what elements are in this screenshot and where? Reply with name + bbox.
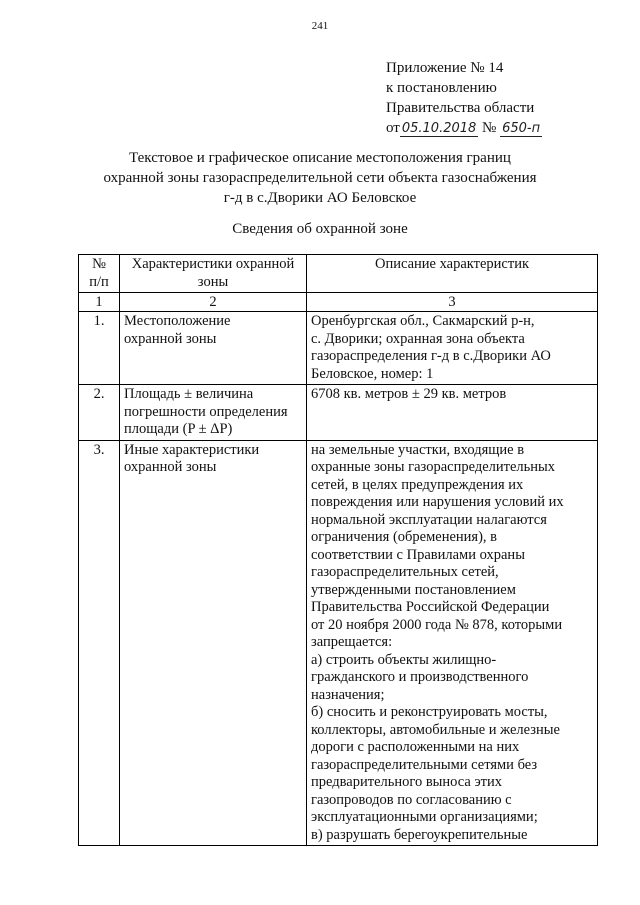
appendix-block <box>386 58 542 138</box>
description-line: Беловское, номер: 1 <box>311 365 434 382</box>
zone-table <box>78 254 598 846</box>
row-number: 2. <box>79 385 120 441</box>
row-description <box>307 312 598 385</box>
header-num <box>79 255 120 293</box>
description-line: соответствии с Правилами охраны <box>311 546 525 563</box>
description-line: от 20 ноября 2000 года № 878, которыми <box>311 616 563 633</box>
row-number: 1. <box>79 312 120 385</box>
description-line: 6708 кв. метров ± 29 кв. метров <box>311 386 507 402</box>
document-title <box>60 148 580 208</box>
characteristic-line: Местоположение <box>124 313 231 329</box>
description-line: нормальной эксплуатации налагаются <box>311 511 547 528</box>
description-line: Правительства Российской Федерации <box>311 599 550 615</box>
description-line: Оренбургская обл., Сакмарский р-н, <box>311 313 535 329</box>
row-description <box>307 385 598 441</box>
header-characteristic-line: Характеристики охранной <box>131 256 295 272</box>
table-row <box>79 312 598 385</box>
appendix-reference: к постановлению <box>386 80 497 96</box>
characteristic-line: Площадь ± величина <box>124 386 254 402</box>
description-line: а) строить объекты жилищно- <box>311 651 497 668</box>
appendix-authority: Правительства области <box>386 100 535 116</box>
column-number: 2 <box>120 293 307 312</box>
date-prefix: от <box>386 120 400 136</box>
description-line: предварительного выноса этих <box>311 774 503 790</box>
description-line: на земельные участки, входящие в <box>311 441 525 458</box>
description-line: запрещается: <box>311 634 393 650</box>
description-line: утвержденными постановлением <box>311 581 516 598</box>
row-characteristic <box>120 312 307 385</box>
header-description: Описание характеристик <box>307 255 598 293</box>
section-title: Сведения об охранной зоне <box>232 221 408 237</box>
description-line: б) сносить и реконструировать мосты, <box>311 704 548 720</box>
table-header-row <box>79 255 598 293</box>
description-line: охранные зоны газораспределительных <box>311 459 556 475</box>
description-line: газораспределительными сетями без <box>311 756 538 773</box>
number-sign: № <box>482 120 497 136</box>
header-characteristic <box>120 255 307 293</box>
handwritten-number: 650-п <box>502 121 541 136</box>
table-row <box>79 440 598 846</box>
characteristic-line: погрешности определения <box>124 403 288 420</box>
characteristic-line: охранной зоны <box>124 459 217 475</box>
description-line: эксплуатационными организациями; <box>311 809 538 825</box>
characteristic-line: Иные характеристики <box>124 441 260 458</box>
table-row <box>79 385 598 441</box>
description-line: назначения; <box>311 686 385 703</box>
title-line-1: Текстовое и графическое описание местоположения границ <box>129 150 511 166</box>
header-num-line: п/п <box>89 273 109 290</box>
description-line: в) разрушать берегоукрепительные <box>311 826 528 843</box>
column-number-row <box>79 293 598 312</box>
description-line: повреждения или нарушения условий их <box>311 494 564 510</box>
description-line: газораспределения г-д в с.Дворики АО <box>311 348 551 364</box>
title-line-3: г-д в с.Дворики АО Беловское <box>223 190 417 206</box>
description-line: коллекторы, автомобильные и железные <box>311 721 560 738</box>
characteristic-line: площади (P ± ΔP) <box>124 421 233 437</box>
row-description <box>307 440 598 846</box>
appendix-number: Приложение № 14 <box>386 60 504 76</box>
description-line: с. Дворики; охранная зона объекта <box>311 330 525 347</box>
description-line: сетей, в целях предупреждения их <box>311 476 524 493</box>
appendix-date-line <box>386 118 542 138</box>
row-number: 3. <box>79 440 120 846</box>
row-characteristic <box>120 385 307 441</box>
title-line-2: охранной зоны газораспределительной сети объекта газоснабжения <box>103 170 537 186</box>
header-characteristic-line: зоны <box>197 273 229 290</box>
header-num-line: № <box>92 256 106 272</box>
column-number: 3 <box>307 293 598 312</box>
column-number: 1 <box>79 293 120 312</box>
description-line: гражданского и производственного <box>311 669 529 685</box>
description-line: дороги с расположенными на них <box>311 739 520 755</box>
row-characteristic <box>120 440 307 846</box>
characteristic-line: охранной зоны <box>124 330 217 347</box>
page-number: 241 <box>311 20 329 32</box>
description-line: ограничения (обременения), в <box>311 529 498 545</box>
description-line: газопроводов по согласованию с <box>311 791 512 808</box>
description-line: газораспределительных сетей, <box>311 564 499 580</box>
handwritten-date: 05.10.2018 <box>401 121 477 136</box>
